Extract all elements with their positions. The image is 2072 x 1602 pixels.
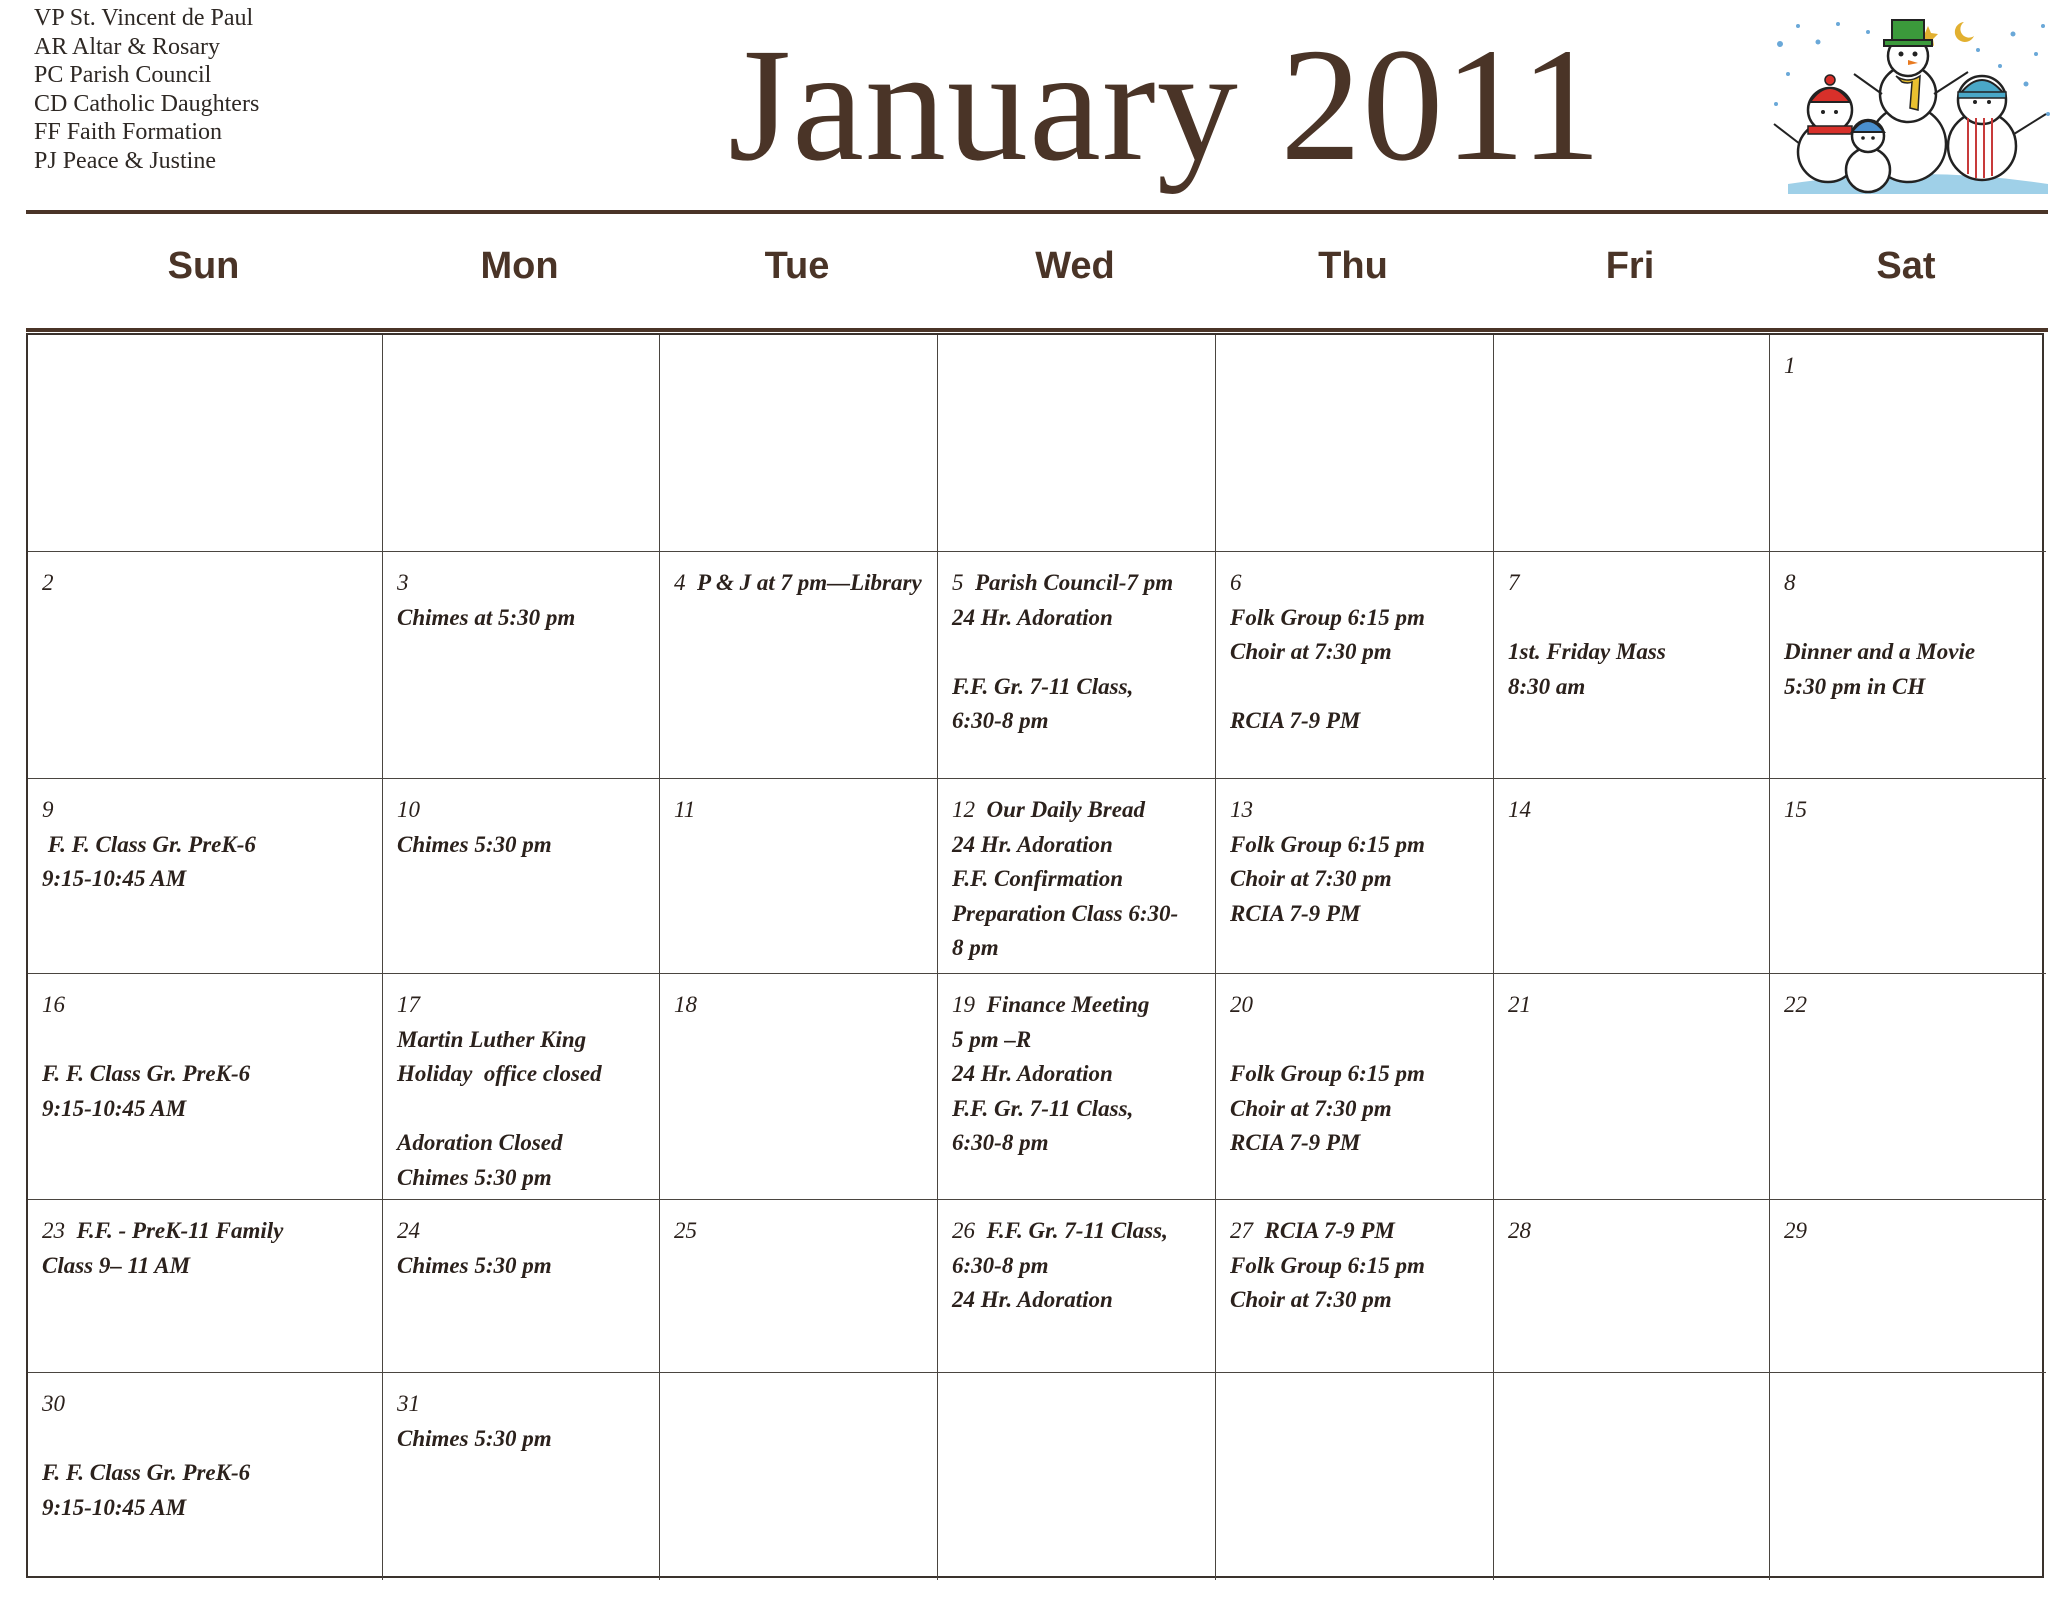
- day-cell: [383, 779, 660, 974]
- day-header-line: [1784, 1214, 2032, 1249]
- day-header-line: [42, 1387, 368, 1422]
- event-line: Adoration Closed: [397, 1130, 563, 1155]
- snowmen-family-icon: [1768, 14, 2056, 194]
- event-text: Our Daily Bread: [986, 797, 1145, 822]
- day-number: 7: [1508, 570, 1520, 595]
- day-cell: [1216, 779, 1494, 974]
- dow-fri: Fri: [1605, 245, 1655, 287]
- event-line: 5 pm –R: [952, 1026, 1032, 1052]
- day-header-line: [1784, 349, 2032, 384]
- dow-wed: Wed: [1035, 245, 1115, 287]
- day-header-line: [952, 793, 1201, 828]
- day-number: 16: [42, 992, 65, 1017]
- abbreviation-legend: [34, 4, 259, 176]
- event-line: [42, 1023, 368, 1058]
- day-cell: [28, 1373, 383, 1580]
- event-line: Class 9– 11 AM: [42, 1252, 191, 1278]
- event-line: 24 Hr. Adoration: [952, 1287, 1113, 1312]
- event-line: Chimes 5:30 pm: [397, 831, 552, 857]
- day-header-line: [952, 566, 1201, 601]
- day-cell: [1494, 335, 1770, 552]
- day-cell: [660, 1200, 938, 1373]
- day-header-line: [1508, 793, 1755, 828]
- day-cell: [1494, 779, 1770, 974]
- event-line: 8 pm: [952, 935, 999, 960]
- event-line: Martin Luther King: [397, 1026, 587, 1052]
- day-number: 23: [42, 1218, 65, 1243]
- event-line: F.F. Gr. 7-11 Class,: [952, 1095, 1134, 1121]
- day-cell: [1216, 552, 1494, 779]
- event-line: Folk Group 6:15 pm: [1230, 1252, 1425, 1278]
- day-cell: [383, 1373, 660, 1580]
- day-number: 17: [397, 992, 420, 1017]
- day-cell: [1770, 335, 2046, 552]
- day-header-line: [397, 988, 645, 1023]
- day-cell: [938, 1373, 1216, 1580]
- event-line: Folk Group 6:15 pm: [1230, 604, 1425, 630]
- day-header-line: [1784, 566, 2032, 601]
- day-cell: [383, 335, 660, 552]
- day-cell: [1770, 779, 2046, 974]
- day-number: 10: [397, 797, 420, 822]
- day-cell: [28, 335, 383, 552]
- legend-item-vp: VP St. Vincent de Paul: [34, 5, 254, 31]
- event-line: [1508, 601, 1755, 636]
- event-line: Choir at 7:30 pm: [1230, 639, 1392, 664]
- event-line: 5:30 pm in CH: [1784, 673, 1926, 699]
- day-cell: [938, 779, 1216, 974]
- legend-item-ar: AR Altar & Rosary: [34, 33, 220, 60]
- day-header-line: [1508, 566, 1755, 601]
- event-line: Preparation Class 6:30-: [952, 900, 1179, 926]
- day-cell: [28, 552, 383, 779]
- event-line: RCIA 7-9 PM: [1230, 708, 1361, 733]
- day-number: 25: [674, 1218, 697, 1243]
- day-cell: [660, 1373, 938, 1580]
- calendar-grid: [26, 333, 2044, 1578]
- day-cell: [1770, 1200, 2046, 1373]
- day-number: 27: [1230, 1218, 1253, 1243]
- day-number: 8: [1784, 570, 1796, 595]
- header-rule: [26, 210, 2048, 214]
- event-line: [42, 1422, 368, 1457]
- day-cell: [1770, 1373, 2046, 1580]
- day-number: 2: [42, 570, 54, 595]
- day-number: 31: [397, 1391, 420, 1416]
- day-number: 14: [1508, 797, 1531, 822]
- event-line: [1784, 601, 2032, 636]
- day-header-line: [42, 988, 368, 1023]
- day-number: 4: [674, 570, 686, 595]
- event-line: 9:15-10:45 AM: [42, 866, 187, 891]
- day-cell: [1216, 1200, 1494, 1373]
- legend-item-cd: CD Catholic Daughters: [34, 90, 260, 117]
- day-number: 12: [952, 797, 975, 822]
- day-header-line: [42, 1214, 368, 1249]
- day-header-line: [1508, 988, 1755, 1023]
- day-cell: [383, 974, 660, 1200]
- day-header-line: [674, 793, 923, 828]
- event-line: [952, 635, 1201, 670]
- day-cell: [1216, 1373, 1494, 1580]
- event-line: Choir at 7:30 pm: [1230, 866, 1392, 891]
- event-line: Chimes 5:30 pm: [397, 1425, 552, 1451]
- day-header-line: [397, 1214, 645, 1249]
- day-cell: [28, 779, 383, 974]
- event-line: 8:30 am: [1508, 673, 1586, 699]
- day-number: 6: [1230, 570, 1242, 595]
- day-header-line: [674, 988, 923, 1023]
- day-number: 15: [1784, 797, 1807, 822]
- day-number: 21: [1508, 992, 1531, 1017]
- event-line: 6:30-8 pm: [952, 708, 1049, 733]
- event-line: 9:15-10:45 AM: [42, 1095, 187, 1121]
- day-header-line: [1508, 1214, 1755, 1249]
- event-text: F.F. Gr. 7-11 Class,: [986, 1218, 1168, 1243]
- event-line: 24 Hr. Adoration: [952, 1061, 1113, 1086]
- day-number: 19: [952, 992, 975, 1017]
- day-header-line: [1230, 988, 1479, 1023]
- event-text: F.F. - PreK-11 Family: [76, 1218, 284, 1243]
- event-line: Folk Group 6:15 pm: [1230, 1061, 1425, 1086]
- dow-sat: Sat: [1876, 245, 1936, 287]
- day-cell: [1216, 335, 1494, 552]
- event-line: Choir at 7:30 pm: [1230, 1287, 1392, 1312]
- day-header-line: [674, 1214, 923, 1249]
- event-line: 6:30-8 pm: [952, 1252, 1049, 1278]
- event-line: F. F. Class Gr. PreK-6: [42, 831, 256, 857]
- dow-mon: Mon: [480, 245, 559, 287]
- event-line: 6:30-8 pm: [952, 1130, 1049, 1155]
- day-header-line: [674, 566, 923, 601]
- event-line: Dinner and a Movie: [1784, 639, 1976, 664]
- event-line: F. F. Class Gr. PreK-6: [42, 1061, 251, 1086]
- day-number: 5: [952, 570, 964, 595]
- day-number: 30: [42, 1391, 65, 1416]
- day-cell: [938, 552, 1216, 779]
- event-text: Finance Meeting: [986, 992, 1150, 1017]
- day-cell: [383, 1200, 660, 1373]
- day-number: 28: [1508, 1218, 1531, 1243]
- event-line: F.F. Gr. 7-11 Class,: [952, 673, 1134, 699]
- day-cell: [1216, 974, 1494, 1200]
- day-cell: [383, 552, 660, 779]
- day-cell: [660, 552, 938, 779]
- event-line: Folk Group 6:15 pm: [1230, 831, 1425, 857]
- event-line: RCIA 7-9 PM: [1230, 900, 1361, 926]
- day-number: 3: [397, 570, 409, 595]
- calendar-title: January 2011: [728, 16, 1603, 195]
- event-line: Chimes 5:30 pm: [397, 1252, 552, 1278]
- day-number: 9: [42, 797, 54, 822]
- day-header-line: [952, 1214, 1201, 1249]
- day-cell: [1494, 1373, 1770, 1580]
- event-line: [397, 1092, 645, 1127]
- day-header-line: [1230, 566, 1479, 601]
- day-number: 22: [1784, 992, 1807, 1017]
- day-cell: [938, 974, 1216, 1200]
- event-line: F. F. Class Gr. PreK-6: [42, 1460, 251, 1485]
- event-line: Chimes at 5:30 pm: [397, 604, 576, 630]
- day-header-line: [1784, 988, 2032, 1023]
- day-cell: [1494, 552, 1770, 779]
- day-number: 29: [1784, 1218, 1807, 1243]
- day-cell: [1494, 1200, 1770, 1373]
- day-number: 20: [1230, 992, 1253, 1017]
- day-header-line: [1230, 1214, 1479, 1249]
- day-cell: [660, 335, 938, 552]
- event-line: Holiday office closed: [397, 1061, 602, 1086]
- event-line: Choir at 7:30 pm: [1230, 1095, 1392, 1121]
- day-header-line: [42, 566, 368, 601]
- event-line: [1230, 1023, 1479, 1058]
- day-header-line: [1784, 793, 2032, 828]
- day-header-line: [952, 988, 1201, 1023]
- legend-item-pc: PC Parish Council: [34, 62, 212, 89]
- day-cell: [660, 974, 938, 1200]
- legend-item-ff: FF Faith Formation: [34, 119, 223, 146]
- day-header-line: [397, 1387, 645, 1422]
- event-line: F.F. Confirmation: [952, 866, 1124, 891]
- day-number: 13: [1230, 797, 1253, 822]
- day-cell: [660, 779, 938, 974]
- day-cell: [1770, 974, 2046, 1200]
- event-text: RCIA 7-9 PM: [1264, 1218, 1395, 1243]
- event-line: RCIA 7-9 PM: [1230, 1130, 1361, 1155]
- day-cell: [938, 335, 1216, 552]
- dow-sun: Sun: [167, 245, 240, 287]
- day-cell: [28, 1200, 383, 1373]
- day-number: 1: [1784, 353, 1796, 378]
- event-line: [1230, 670, 1479, 705]
- legend-item-pj: PJ Peace & Justine: [34, 147, 216, 174]
- day-cell: [1494, 974, 1770, 1200]
- event-line: 1st. Friday Mass: [1508, 639, 1666, 664]
- day-number: 24: [397, 1218, 420, 1243]
- event-text: Parish Council-7 pm: [975, 570, 1174, 595]
- event-line: 9:15-10:45 AM: [42, 1494, 187, 1520]
- day-number: 26: [952, 1218, 975, 1243]
- event-line: Chimes 5:30 pm: [397, 1164, 552, 1190]
- day-cell: [1770, 552, 2046, 779]
- event-line: 24 Hr. Adoration: [952, 831, 1113, 857]
- day-header-line: [397, 793, 645, 828]
- day-header-line: [1230, 793, 1479, 828]
- day-cell: [938, 1200, 1216, 1373]
- weekday-rule: [26, 328, 2048, 332]
- day-cell: [28, 974, 383, 1200]
- day-number: 11: [674, 797, 696, 822]
- day-number: 18: [674, 992, 697, 1017]
- event-text: P & J at 7 pm—Library: [697, 570, 922, 595]
- day-header-line: [397, 566, 645, 601]
- dow-thu: Thu: [1318, 245, 1388, 287]
- event-line: 24 Hr. Adoration: [952, 604, 1113, 630]
- day-header-line: [42, 793, 368, 828]
- dow-tue: Tue: [764, 245, 830, 287]
